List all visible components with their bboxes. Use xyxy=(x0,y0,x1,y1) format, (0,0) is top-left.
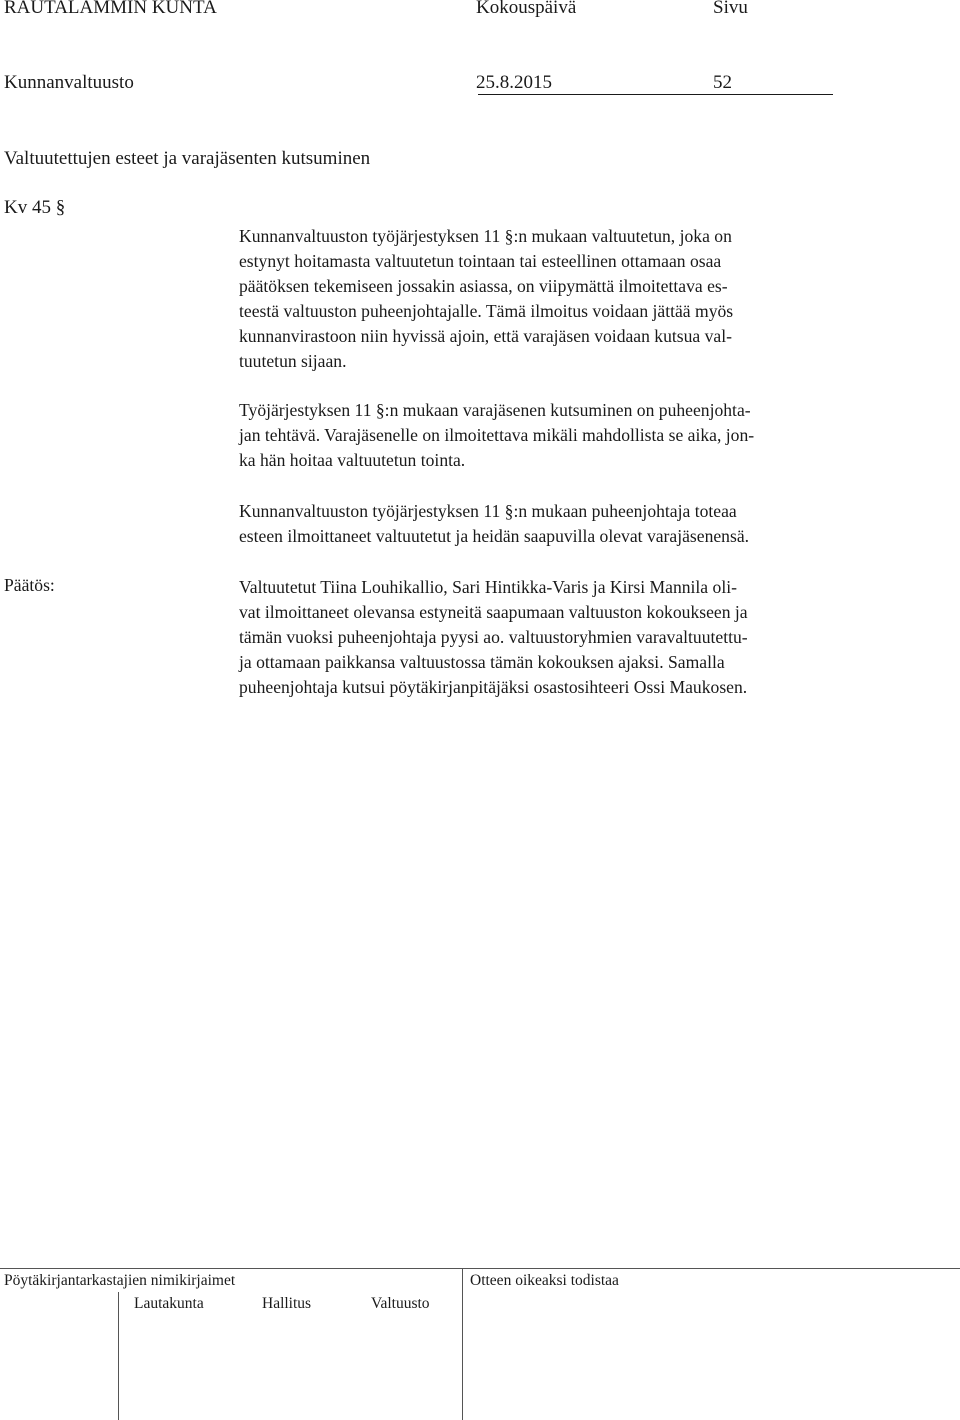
decision-line: tämän vuoksi puheenjohtaja pyysi ao. valtuustoryhmien varavaltuutettu- xyxy=(239,627,748,647)
header-underline xyxy=(478,94,833,95)
paragraph-2 xyxy=(239,398,879,473)
page-label: Sivu xyxy=(713,0,748,18)
paragraph-line: päätöksen tekemiseen jossakin asiassa, on viipymättä ilmoitettava es- xyxy=(239,276,728,296)
footer-column-valtuusto: Valtuusto xyxy=(371,1295,430,1312)
decision-line: puheenjohtaja kutsui pöytäkirjanpitäjäksi osastosihteeri Ossi Maukosen. xyxy=(239,677,748,697)
governing-body: Kunnanvaltuusto xyxy=(4,72,134,93)
footer-divider xyxy=(462,1268,463,1420)
footer-top-rule xyxy=(0,1268,960,1269)
paragraph-line: Kunnanvaltuuston työjärjestyksen 11 §:n mukaan puheenjohtaja toteaa xyxy=(239,501,737,521)
page-number: 52 xyxy=(713,72,732,93)
paragraph-line: teestä valtuuston puheenjohtajalle. Tämä ilmoitus voidaan jättää myös xyxy=(239,301,734,321)
paragraph-1 xyxy=(239,224,879,374)
decision-line: ja ottamaan paikkansa valtuustossa tämän kokouksen ajaksi. Samalla xyxy=(239,652,725,672)
paragraph-line: Kunnanvaltuuston työjärjestyksen 11 §:n mukaan valtuutetun, joka on xyxy=(239,226,732,246)
municipality-name: RAUTALAMMIN KUNTA xyxy=(4,0,217,18)
section-title: Valtuutettujen esteet ja varajäsenten kutsuminen xyxy=(4,148,371,169)
footer-column-lautakunta: Lautakunta xyxy=(134,1295,204,1312)
footer-signature-box-left xyxy=(118,1292,119,1420)
paragraph-line: ka hän hoitaa valtuutetun tointa. xyxy=(239,450,466,470)
paragraph-line: kunnanvirastoon niin hyvissä ajoin, että varajäsen voidaan kutsua val- xyxy=(239,326,732,346)
decision-label: Päätös: xyxy=(4,575,55,595)
meeting-date-label: Kokouspäivä xyxy=(476,0,577,18)
meeting-date: 25.8.2015 xyxy=(476,72,552,93)
signatures-label: Pöytäkirjantarkastajien nimikirjaimet xyxy=(4,1272,236,1289)
paragraph-line: Työjärjestyksen 11 §:n mukaan varajäsenen kutsuminen on puheenjohta- xyxy=(239,400,751,420)
paragraph-line: estynyt hoitamasta valtuutetun tointaan tai esteellinen ottamaan osaa xyxy=(239,251,722,271)
paragraph-3 xyxy=(239,499,879,549)
decision-line: vat ilmoittaneet olevansa estyneitä saapumaan valtuuston kokoukseen ja xyxy=(239,602,748,622)
footer-column-hallitus: Hallitus xyxy=(262,1295,312,1312)
paragraph-line: tuutetun sijaan. xyxy=(239,351,347,371)
decision-text xyxy=(239,575,879,700)
paragraph-line: jan tehtävä. Varajäsenelle on ilmoitettava mikäli mahdollista se aika, jon- xyxy=(239,425,755,445)
case-reference: Kv 45 § xyxy=(4,197,66,218)
certified-label: Otteen oikeaksi todistaa xyxy=(470,1272,619,1289)
paragraph-line: esteen ilmoittaneet valtuutetut ja heidän saapuvilla olevat varajäsenensä. xyxy=(239,526,750,546)
decision-line: Valtuutetut Tiina Louhikallio, Sari Hintikka-Varis ja Kirsi Mannila oli- xyxy=(239,577,737,597)
